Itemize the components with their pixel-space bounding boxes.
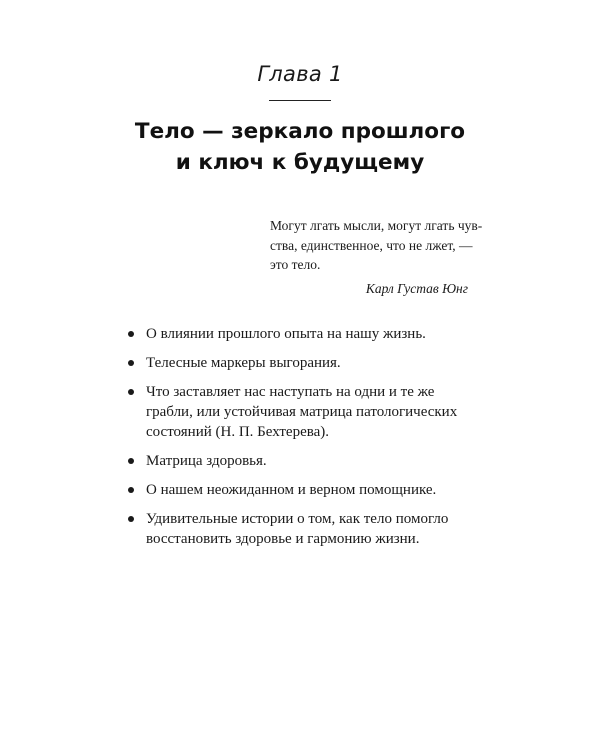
list-item-text <box>146 451 486 471</box>
list-item-text <box>146 382 486 442</box>
list-item-text <box>146 324 486 344</box>
epigraph-line: ства, единственное, что не лжет, — <box>270 237 473 253</box>
epigraph-line: это тело. <box>270 257 321 272</box>
list-item <box>126 480 486 500</box>
list-item-line: Что заставляет нас наступать на одни и те же <box>146 384 435 400</box>
bullet-icon <box>128 389 134 395</box>
list-item <box>126 509 486 549</box>
list-item-line: Матрица здоровья. <box>146 453 267 469</box>
chapter-summary-list <box>126 324 486 558</box>
bullet-icon <box>128 360 134 366</box>
list-item-line: О влиянии прошлого опыта на нашу жизнь. <box>146 326 426 342</box>
chapter-title-line: Тело — зеркало прошлого <box>134 119 466 144</box>
bullet-icon <box>128 331 134 337</box>
list-item <box>126 382 486 442</box>
epigraph-quote <box>270 216 483 275</box>
epigraph-author: Карл Густав Юнг <box>365 281 468 296</box>
chapter-title-line: и ключ к будущему <box>175 150 425 175</box>
list-item-line: восстановить здоровье и гармонию жизни. <box>146 531 420 547</box>
chapter-divider <box>269 100 331 101</box>
chapter-label: Глава 1 <box>257 62 343 86</box>
list-item-text <box>146 480 486 500</box>
list-item <box>126 353 486 373</box>
list-item-line: О нашем неожиданном и верном помощнике. <box>146 482 437 498</box>
chapter-title <box>0 116 600 178</box>
bullet-icon <box>128 516 134 522</box>
list-item-line: грабли, или устойчивая матрица патологических <box>146 404 458 420</box>
list-item-text <box>146 353 486 373</box>
epigraph-line: Могут лгать мысли, могут лгать чув- <box>270 218 483 233</box>
list-item <box>126 324 486 344</box>
list-item-text <box>146 509 486 549</box>
list-item-line: состояний (Н. П. Бехтерева). <box>146 424 330 440</box>
bullet-icon <box>128 487 134 493</box>
list-item-line: Телесные маркеры выгорания. <box>146 355 341 371</box>
list-item <box>126 451 486 471</box>
bullet-icon <box>128 458 134 464</box>
list-item-line: Удивительные истории о том, как тело помогло <box>146 511 449 527</box>
